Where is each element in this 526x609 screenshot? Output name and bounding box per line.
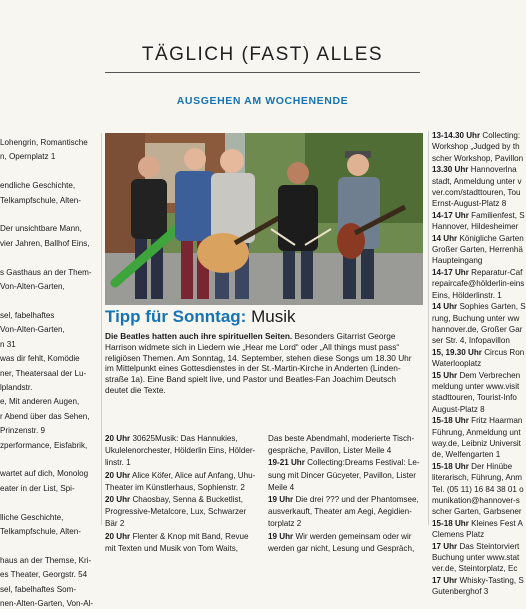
listing-line: vier Jahren, Ballhof Eins, bbox=[0, 238, 90, 248]
listing-line: zperformance, Eisfabrik, bbox=[0, 440, 88, 450]
listing-entry bbox=[268, 519, 426, 529]
listing-text: meldung unter www.visit bbox=[432, 381, 520, 391]
listing-line: Der unsichtbare Mann, bbox=[0, 224, 82, 234]
listing-entry bbox=[432, 325, 525, 335]
listing-text: Collecting: bbox=[480, 131, 521, 140]
tip-line: Harrison widmete sich in Liedern wie „Hear me Lord“ oder „All things must pass“ bbox=[105, 341, 400, 352]
listing-text: Kleines Fest A bbox=[468, 518, 523, 528]
listing-entry bbox=[432, 530, 525, 540]
listing-text: ver.com/stadttouren, Tou bbox=[432, 188, 521, 198]
listing-entry bbox=[432, 359, 525, 369]
listing-text: Die drei ??? und der Phantomsee, bbox=[293, 495, 419, 505]
page-title: TÄGLICH (FAST) ALLES bbox=[141, 44, 384, 65]
listing-text: Chaosbay, Senna & Bucketlist, bbox=[130, 495, 243, 505]
listing-line: Prinzenstr. 9 bbox=[0, 426, 45, 436]
listing-entry bbox=[268, 532, 426, 542]
listing-entry bbox=[268, 507, 426, 517]
listing-text: literarisch, Führung, Anm bbox=[432, 473, 522, 483]
tip-line: deutet die Texte. bbox=[105, 384, 166, 395]
listing-entry bbox=[432, 211, 525, 221]
listing-entry bbox=[432, 336, 525, 346]
listing-entry bbox=[432, 576, 525, 586]
tip-heading-topic: Musik bbox=[251, 307, 296, 326]
listing-text: werden gar nicht, Lesung und Gespräch, bbox=[268, 543, 415, 553]
listing-text: Sophies Garten, S bbox=[457, 302, 526, 312]
listing-time: 15-18 Uhr bbox=[432, 461, 469, 471]
listing-line bbox=[0, 541, 98, 551]
listing-entry bbox=[432, 428, 525, 438]
listing-entry bbox=[432, 496, 525, 506]
listing-time: 19-21 Uhr bbox=[268, 458, 305, 468]
listing-entry bbox=[105, 532, 258, 542]
listing-entry bbox=[432, 234, 525, 244]
listing-time: 20 Uhr bbox=[105, 434, 131, 443]
listing-time: 14 Uhr bbox=[432, 302, 458, 312]
listing-time: 20 Uhr bbox=[105, 531, 131, 541]
listing-line bbox=[0, 455, 98, 465]
listing-entry bbox=[432, 302, 525, 312]
tip-heading bbox=[105, 307, 295, 327]
listing-line: n 31 bbox=[0, 339, 16, 349]
listing-text: Wir werden gemeinsam oder wir bbox=[293, 531, 412, 541]
left-column bbox=[0, 138, 98, 608]
listing-entry bbox=[105, 495, 258, 505]
listing-entry bbox=[432, 542, 525, 552]
listing-text: Circus Ron bbox=[481, 347, 525, 357]
listing-entry bbox=[432, 142, 525, 152]
listing-line bbox=[0, 253, 98, 263]
listing-text: sung mit Dincer Gücyeter, Pavillon, Lister bbox=[268, 470, 416, 480]
listing-time: 14 Uhr bbox=[432, 233, 458, 243]
listing-text: Das beste Abendmahl, moderierte Tisch- bbox=[268, 434, 415, 443]
listing-entry bbox=[432, 405, 525, 415]
listing-line: Von-Alten-Garten, bbox=[0, 282, 65, 292]
listing-entry bbox=[432, 473, 525, 483]
listing-entry bbox=[432, 507, 525, 517]
listing-entry bbox=[105, 507, 258, 517]
listing-time: 17 Uhr bbox=[432, 575, 458, 585]
tip-lead: Die Beatles hatten auch ihre spirituellen Seiten. bbox=[105, 331, 293, 341]
listing-text: scher Garten, Garbsener bbox=[432, 507, 522, 517]
listing-entry bbox=[432, 439, 525, 449]
listing-entry bbox=[432, 188, 525, 198]
listing-text: gespräche, Pavillon, Lister Meile 4 bbox=[268, 446, 392, 456]
listing-text: Ukulelenorchester, Hölderlin Eins, Hölder- bbox=[105, 446, 256, 456]
listing-text: August-Platz 8 bbox=[432, 404, 485, 414]
listing-time: 13-14.30 Uhr bbox=[432, 131, 481, 140]
listing-text: Buchung unter www.stat bbox=[432, 553, 520, 563]
listing-entry bbox=[105, 544, 258, 554]
listing-time: 19 Uhr bbox=[268, 531, 294, 541]
header-rule bbox=[105, 72, 420, 73]
listing-text: Meile 4 bbox=[268, 482, 295, 492]
listing-column-middle-left bbox=[105, 434, 258, 553]
listing-text: mit Texten und Musik von Tom Waits, bbox=[105, 543, 238, 553]
listing-entry bbox=[268, 544, 426, 554]
band-photo bbox=[105, 133, 423, 305]
listing-entry bbox=[432, 587, 525, 597]
listing-entry bbox=[432, 268, 525, 278]
listing-time: 14-17 Uhr bbox=[432, 210, 469, 220]
listing-line: s Gasthaus an der Them- bbox=[0, 267, 92, 277]
listing-line: eater in der List, Spi- bbox=[0, 483, 75, 493]
listing-line: nen-Alten-Garten, Von-Al- bbox=[0, 599, 94, 608]
listing-time: 15, 19.30 Uhr bbox=[432, 347, 482, 357]
listing-line: n, Opernplatz 1 bbox=[0, 152, 56, 162]
tip-line: im Mittelpunkt eines Gottesdienstes in der St.-Martin-Kirche in Anderten (Linden- bbox=[105, 363, 401, 374]
column-divider-right bbox=[428, 131, 429, 525]
tip-article bbox=[105, 331, 423, 396]
listing-text: scher Workshop, Pavillon bbox=[432, 153, 524, 163]
listing-entry bbox=[432, 416, 525, 426]
listing-time: 20 Uhr bbox=[105, 470, 131, 480]
listing-text: stadt, Anmeldung unter v bbox=[432, 176, 522, 186]
listing-line bbox=[0, 210, 98, 220]
listing-entry bbox=[268, 458, 426, 468]
tip-heading-lead: Tipp für Sonntag: bbox=[105, 307, 247, 326]
listing-entry bbox=[432, 393, 525, 403]
listing-entry bbox=[432, 382, 525, 392]
listing-text: Hannover, Hildesheimer bbox=[432, 222, 519, 232]
listing-entry bbox=[105, 458, 258, 468]
listing-text: Dem Verbrechen bbox=[457, 370, 521, 380]
listing-text: Großer Garten, Herrenhä bbox=[432, 245, 523, 255]
listing-line: es Theater, Georgstr. 54 bbox=[0, 570, 88, 580]
listing-line: was dir fehlt, Komödie bbox=[0, 354, 80, 364]
listing-line: haus an der Themse, Kri- bbox=[0, 555, 92, 565]
listing-time: 15-18 Uhr bbox=[432, 416, 469, 426]
listing-time: 14-17 Uhr bbox=[432, 267, 469, 277]
listing-column-middle-right bbox=[268, 434, 426, 553]
listing-text: linstr. 1 bbox=[105, 458, 131, 468]
listing-line: Lohengrin, Romantische bbox=[0, 138, 88, 147]
listing-entry bbox=[105, 446, 258, 456]
listing-text: Haupteingang bbox=[432, 256, 483, 266]
listing-entry bbox=[105, 434, 258, 444]
listing-text: Fritz Haarman bbox=[468, 416, 523, 426]
listing-text: Führung, Anmeldung unt bbox=[432, 427, 521, 437]
listing-text: Bär 2 bbox=[105, 519, 125, 529]
section-heading: AUSGEHEN AM WOCHENENDE bbox=[176, 95, 349, 107]
listing-text: Progressive-Metalcore, Lux, Schwarzer bbox=[105, 507, 247, 517]
listing-entry bbox=[432, 450, 525, 460]
listing-entry bbox=[432, 553, 525, 563]
listing-entry bbox=[105, 483, 258, 493]
listing-text: Ernst-August-Platz 8 bbox=[432, 199, 507, 209]
listing-text: Königliche Garten bbox=[457, 233, 524, 243]
listing-line: sel, fabelhaftes Som- bbox=[0, 584, 77, 594]
listing-text: Tel. (05 11) 16 84 38 01 o bbox=[432, 484, 524, 494]
listing-entry bbox=[432, 371, 525, 381]
listing-time: 20 Uhr bbox=[105, 495, 131, 505]
listing-text: de, Welfengarten 1 bbox=[432, 450, 501, 460]
listing-line: Von-Alten-Garten, bbox=[0, 325, 65, 335]
column-divider-left bbox=[101, 133, 102, 525]
listing-text: ser Str. 4, Infopavillon bbox=[432, 336, 510, 346]
listing-entry bbox=[432, 279, 525, 289]
right-column bbox=[432, 131, 526, 597]
listing-text: torplatz 2 bbox=[268, 519, 302, 529]
listing-line: sel, fabelhaftes bbox=[0, 310, 55, 320]
listing-text: Clemens Platz bbox=[432, 530, 485, 540]
tip-line: straße 1a). Eine Band spielt live, und Pastor und Beatles-Fan Joachim Deutsch bbox=[105, 374, 397, 385]
listing-text: munikation@hannover-s bbox=[432, 496, 520, 505]
listing-line: lliche Geschichte, bbox=[0, 512, 64, 522]
listing-line bbox=[0, 498, 98, 508]
listing-entry bbox=[432, 165, 525, 175]
listing-line: lplandstr. bbox=[0, 382, 33, 392]
listing-time: 17 Uhr bbox=[432, 541, 458, 551]
listing-line: Telkampfschule, Alten- bbox=[0, 195, 81, 205]
listing-time: 13.30 Uhr bbox=[432, 165, 469, 175]
listing-text: Whisky-Tasting, S bbox=[457, 575, 524, 585]
listing-entry bbox=[268, 483, 426, 493]
listing-entry bbox=[268, 471, 426, 481]
listing-time: 15 Uhr bbox=[432, 370, 458, 380]
listing-entry bbox=[432, 154, 525, 164]
listing-line: r Abend über das Sehen, bbox=[0, 411, 90, 421]
listing-entry bbox=[432, 222, 525, 232]
listing-entry bbox=[268, 434, 426, 444]
listing-line: ner, Theatersaal der Lu- bbox=[0, 368, 87, 378]
listing-text: hannover.de, Großer Gar bbox=[432, 324, 523, 334]
listing-text: ausverkauft, Theater am Aegi, Aegidien- bbox=[268, 507, 412, 517]
listing-text: Flenter & Knop mit Band, Revue bbox=[130, 531, 249, 541]
listing-line: endliche Geschichte, bbox=[0, 181, 76, 191]
listing-line bbox=[0, 167, 98, 177]
listing-entry bbox=[432, 348, 525, 358]
listing-text: Workshop „Judged by th bbox=[432, 142, 520, 152]
listing-text: Das Steintorviert bbox=[457, 541, 520, 551]
listing-text: rung, Buchung unter ww bbox=[432, 313, 520, 323]
listing-line bbox=[0, 296, 98, 306]
listing-text: Reparatur-Caf bbox=[468, 267, 523, 277]
listing-text: Waterlooplatz bbox=[432, 359, 482, 369]
listing-line: wartet auf dich, Monolog bbox=[0, 469, 89, 479]
listing-text: 30625Musik: Das Hannukies, bbox=[130, 434, 238, 443]
listing-text: Alice Köfer, Alice auf Anfang, Uhu- bbox=[130, 470, 256, 480]
listing-text: Der Hinübe bbox=[468, 461, 513, 471]
listing-line: e, Mit anderen Augen, bbox=[0, 397, 80, 407]
listing-text: way.de, Leibniz Universit bbox=[432, 438, 521, 448]
listing-time: 19 Uhr bbox=[268, 495, 294, 505]
listing-text: Collecting:Dreams Festival: Le- bbox=[304, 458, 420, 468]
listing-entry bbox=[268, 495, 426, 505]
tip-line: Besonders Gitarrist George bbox=[294, 331, 396, 341]
listing-entry bbox=[432, 245, 525, 255]
listing-entry bbox=[105, 471, 258, 481]
listing-text: Familienfest, S bbox=[468, 210, 525, 220]
listing-entry bbox=[432, 131, 525, 141]
listing-entry bbox=[432, 564, 525, 574]
listing-entry bbox=[432, 177, 525, 187]
listing-text: Theater im Künstlerhaus, Sophienstr. 2 bbox=[105, 482, 245, 492]
listing-text: Gutenberghof 3 bbox=[432, 587, 489, 597]
listing-text: Hannoverlna bbox=[468, 165, 517, 175]
listing-entry bbox=[432, 485, 525, 495]
listing-text: ver.de, Steintorplatz, Ec bbox=[432, 564, 518, 574]
listing-entry bbox=[432, 256, 525, 266]
listing-entry bbox=[105, 519, 258, 529]
listing-entry bbox=[432, 462, 525, 472]
listing-entry bbox=[432, 519, 525, 529]
listing-text: stadttouren, Tourist-Info bbox=[432, 393, 517, 403]
listing-entry bbox=[432, 314, 525, 324]
listing-entry bbox=[432, 291, 525, 301]
listing-entry bbox=[268, 446, 426, 456]
tip-line: religiösen Themen. Am Sonntag, 14. September, stehen diese Songs um 18.30 Uhr bbox=[105, 352, 412, 363]
listing-entry bbox=[432, 199, 525, 209]
band-photo-image bbox=[105, 133, 423, 305]
listing-text: Eins, Hölderlinstr. 1 bbox=[432, 290, 502, 300]
listing-text: repaircafe@hölderlin-eins bbox=[432, 279, 525, 289]
listing-time: 15-18 Uhr bbox=[432, 518, 469, 528]
listing-line: Telkampfschule, Alten- bbox=[0, 526, 81, 536]
